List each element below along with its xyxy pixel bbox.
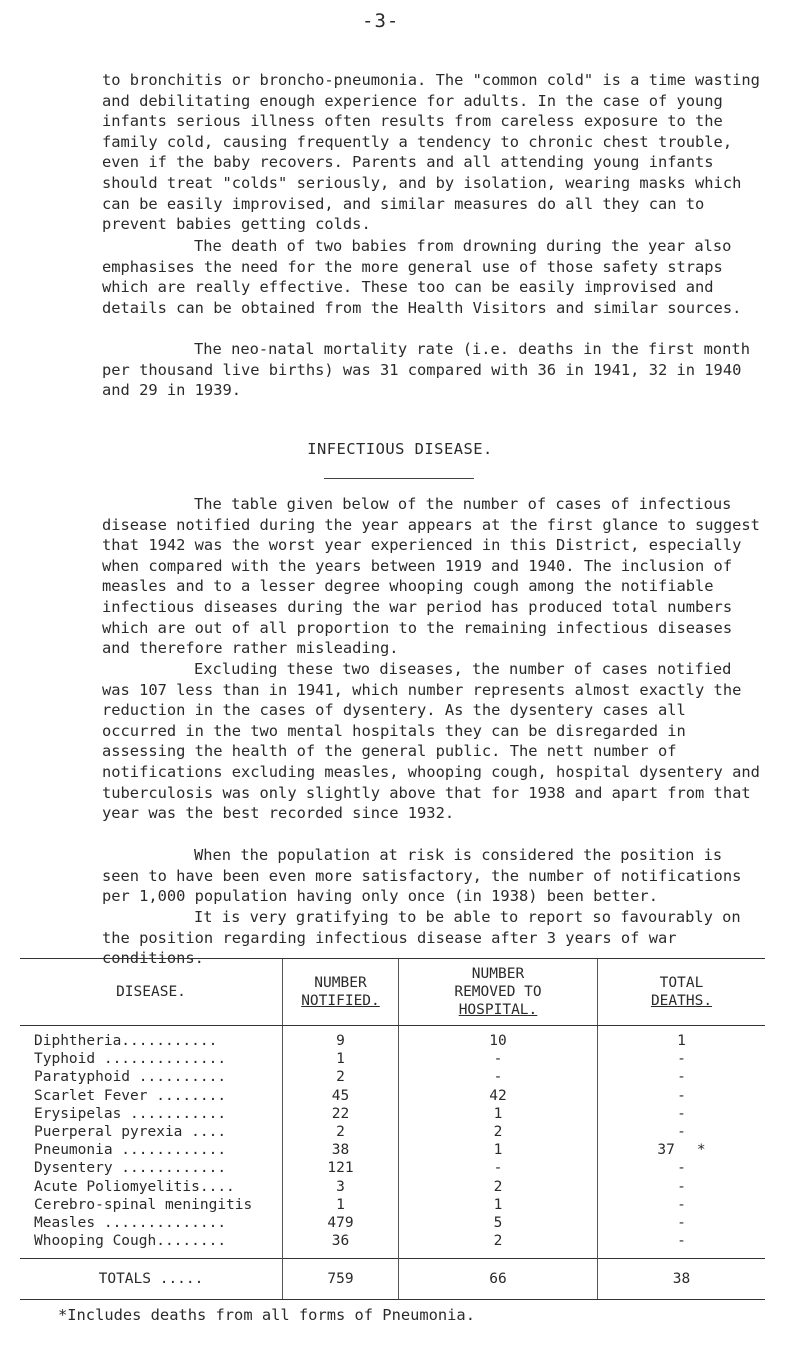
number-removed: 2 — [399, 1178, 598, 1196]
table-row — [20, 1050, 765, 1068]
number-removed: 10 — [399, 1026, 598, 1051]
total-deaths: - — [598, 1123, 766, 1141]
number-notified: 2 — [283, 1123, 399, 1141]
paragraph-excluding: Excluding these two diseases, the number of cases notified was 107 less than in 1941, which number represents almost exactly the reduction in the cases of dysentery. As the dysentery cases all occurred in the two mental hospitals they can be disregarded in assessing the health of the general public. The nett number of notifications excluding measles, whooping cough, hospital dysentery and tuberculosis was only slightly above that for 1938 and apart from that year was the best recorded since 1932. — [102, 660, 760, 823]
infectious-disease-table — [20, 958, 765, 1300]
disease-name: Scarlet Fever ........ — [34, 1087, 227, 1104]
number-removed: 2 — [399, 1232, 598, 1259]
table-row — [20, 1141, 765, 1159]
number-notified: 9 — [283, 1026, 399, 1051]
table-header-row — [20, 959, 765, 1026]
number-removed: 1 — [399, 1141, 598, 1159]
footnote: *Includes deaths from all forms of Pneumonia. — [58, 1306, 475, 1324]
total-deaths: - — [598, 1178, 766, 1196]
section-heading: INFECTIOUS DISEASE. — [307, 440, 493, 458]
number-notified: 2 — [283, 1068, 399, 1086]
deaths-value: 37 — [657, 1142, 675, 1159]
disease-name: Puerperal pyrexia .... — [34, 1124, 227, 1141]
paragraph-common-cold: to bronchitis or broncho-pneumonia. The "common cold" is a time wasting and debilitating enough experience for adults. In the case of young infants serious illness often results from careless exposure to the family cold, causing frequently a tendency to chronic chest trouble, even if the baby recovers. Parents and all attending young infants should treat "colds" seriously, and by isolation, wearing masks which can be easily improvised, and similar measures do all they can to prevent babies getting colds. — [102, 71, 760, 234]
paragraph-gratifying: It is very gratifying to be able to report so favourably on the position regarding infectious disease after 3 years of war conditions. — [102, 908, 741, 968]
total-deaths: - — [598, 1214, 766, 1232]
number-removed: - — [399, 1159, 598, 1177]
table-row — [20, 1178, 765, 1196]
totals-row — [20, 1259, 765, 1300]
number-removed: - — [399, 1068, 598, 1086]
number-notified: 36 — [283, 1232, 399, 1259]
disease-name: Pneumonia ............ — [34, 1142, 227, 1159]
disease-name: Dysentery ............ — [34, 1160, 227, 1177]
total-deaths: - — [598, 1232, 766, 1259]
number-notified: 1 — [283, 1050, 399, 1068]
total-deaths: - — [598, 1068, 766, 1086]
number-notified: 1 — [283, 1196, 399, 1214]
heading-underline — [324, 478, 474, 479]
number-removed: 2 — [399, 1123, 598, 1141]
number-notified: 3 — [283, 1178, 399, 1196]
total-deaths: - — [598, 1159, 766, 1177]
table-row — [20, 1105, 765, 1123]
number-removed: 1 — [399, 1196, 598, 1214]
disease-name: Acute Poliomyelitis.... — [34, 1178, 235, 1195]
total-deaths — [598, 1141, 766, 1159]
table-row — [20, 1196, 765, 1214]
disease-name: Whooping Cough........ — [34, 1233, 227, 1250]
page-number: -3- — [362, 10, 400, 32]
disease-name: Erysipelas ........... — [34, 1105, 227, 1122]
header-total-deaths: TOTAL DEATHS. — [598, 959, 766, 1026]
number-removed: 1 — [399, 1105, 598, 1123]
paragraph-population-at-risk: When the population at risk is considered the position is seen to have been even more satisfactory, the number of notifications per 1,000 population having only once (in 1938) been better. — [102, 846, 742, 906]
disease-name: Paratyphoid .......... — [34, 1069, 227, 1086]
header-number-notified: NUMBER NOTIFIED. — [283, 959, 399, 1026]
table-row — [20, 1214, 765, 1232]
disease-name: Cerebro-spinal meningitis — [34, 1196, 253, 1213]
table-row — [20, 1159, 765, 1177]
table-row — [20, 1087, 765, 1105]
table-row — [20, 1232, 765, 1259]
totals-removed: 66 — [399, 1259, 598, 1300]
table-row — [20, 1026, 765, 1051]
number-notified: 479 — [283, 1214, 399, 1232]
totals-label: TOTALS ..... — [20, 1259, 283, 1300]
total-deaths: - — [598, 1105, 766, 1123]
header-removed-to-hospital: NUMBER REMOVED TO HOSPITAL. — [399, 959, 598, 1026]
number-notified: 38 — [283, 1141, 399, 1159]
number-notified: 45 — [283, 1087, 399, 1105]
disease-name: Diphtheria........... — [34, 1033, 218, 1049]
disease-name: Typhoid .............. — [34, 1051, 227, 1068]
number-notified: 121 — [283, 1159, 399, 1177]
total-deaths: - — [598, 1087, 766, 1105]
header-disease: DISEASE. — [20, 959, 283, 1026]
paragraph-table-intro: The table given below of the number of cases of infectious disease notified during the year appears at the first glance to suggest that 1942 was the worst year experienced in this District, especially when compared with the years between 1919 and 1940. The inclusion of measles and to a lesser degree whooping cough among the notifiable infectious diseases during the war period has produced total numbers which are out of all proportion to the remaining infectious diseases and therefore rather misleading. — [102, 495, 760, 658]
number-removed: 42 — [399, 1087, 598, 1105]
paragraph-drowning: The death of two babies from drowning during the year also emphasises the need for the more general use of those safety straps which are really effective. These too can be easily improvised and details can be obtained from the Health Visitors and similar sources. — [102, 237, 742, 317]
total-deaths: - — [598, 1050, 766, 1068]
total-deaths: 1 — [598, 1026, 766, 1051]
disease-name: Measles .............. — [34, 1215, 227, 1232]
number-removed: 5 — [399, 1214, 598, 1232]
table-row — [20, 1123, 765, 1141]
number-notified: 22 — [283, 1105, 399, 1123]
footnote-marker: * — [696, 1142, 706, 1159]
total-deaths: - — [598, 1196, 766, 1214]
totals-notified: 759 — [283, 1259, 399, 1300]
paragraph-neonatal-mortality: The neo-natal mortality rate (i.e. deaths in the first month per thousand live births) was 31 compared with 36 in 1941, 32 in 1940 and 29 in 1939. — [102, 340, 750, 400]
number-removed: - — [399, 1050, 598, 1068]
totals-deaths: 38 — [598, 1259, 766, 1300]
table-row — [20, 1068, 765, 1086]
